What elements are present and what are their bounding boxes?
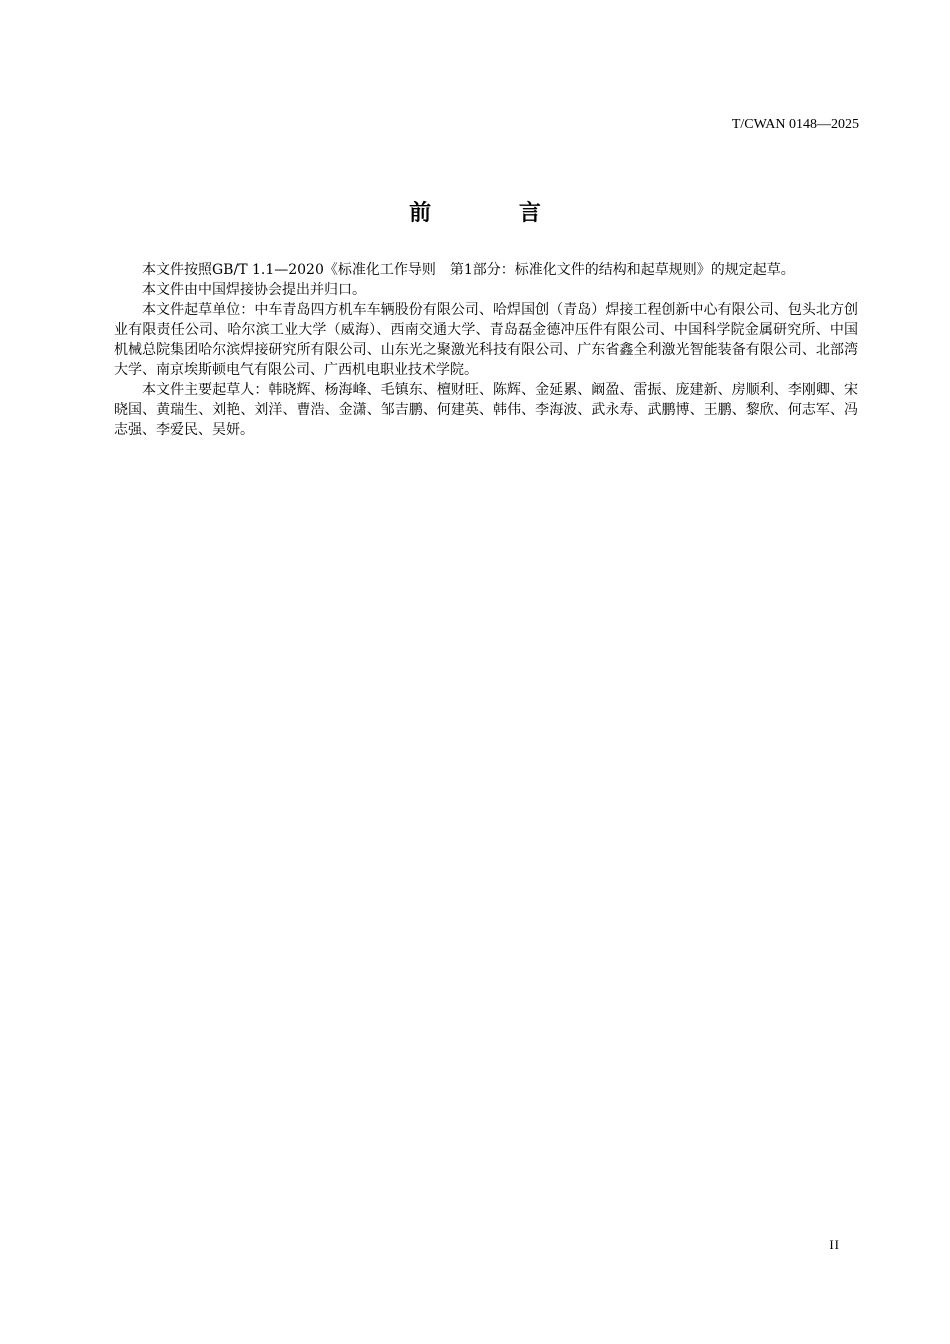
paragraph-drafters: 本文件主要起草人：韩晓辉、杨海峰、毛镇东、檀财旺、陈辉、金延累、阚盈、雷振、庞建新、房顺利、李刚卿、宋晓国、黄瑞生、刘艳、刘洋、曹浩、金潇、邹吉鹏、何建英、韩伟、李海波、武永寿、武鹏博、王鹏、黎欣、何志军、冯志强、李爱民、吴妍。	[114, 382, 858, 438]
document-code: T/CWAN 0148—2025	[731, 117, 859, 132]
page-number: II	[829, 1237, 840, 1252]
page-title: 前 言	[409, 201, 581, 226]
paragraph-drafting-units: 本文件起草单位：中车青岛四方机车车辆股份有限公司、哈焊国创（青岛）焊接工程创新中心有限公司、包头北方创业有限责任公司、哈尔滨工业大学（威海）、西南交通大学、青岛磊金德冲压件有限公司、中国科学院金属研究所、中国机械总院集团哈尔滨焊接研究所有限公司、山东光之聚激光科技有限公司、广东省鑫全利激光智能装备有限公司、北部湾大学、南京埃斯顿电气有限公司、广西机电职业技术学院。	[114, 302, 858, 378]
paragraph-proposer: 本文件由中国焊接协会提出并归口。	[142, 282, 366, 298]
document-body	[114, 260, 858, 440]
paragraph-drafting-rules: 本文件按照GB/T 1.1—2020《标准化工作导则 第1部分：标准化文件的结构和起草规则》的规定起草。	[142, 262, 795, 278]
